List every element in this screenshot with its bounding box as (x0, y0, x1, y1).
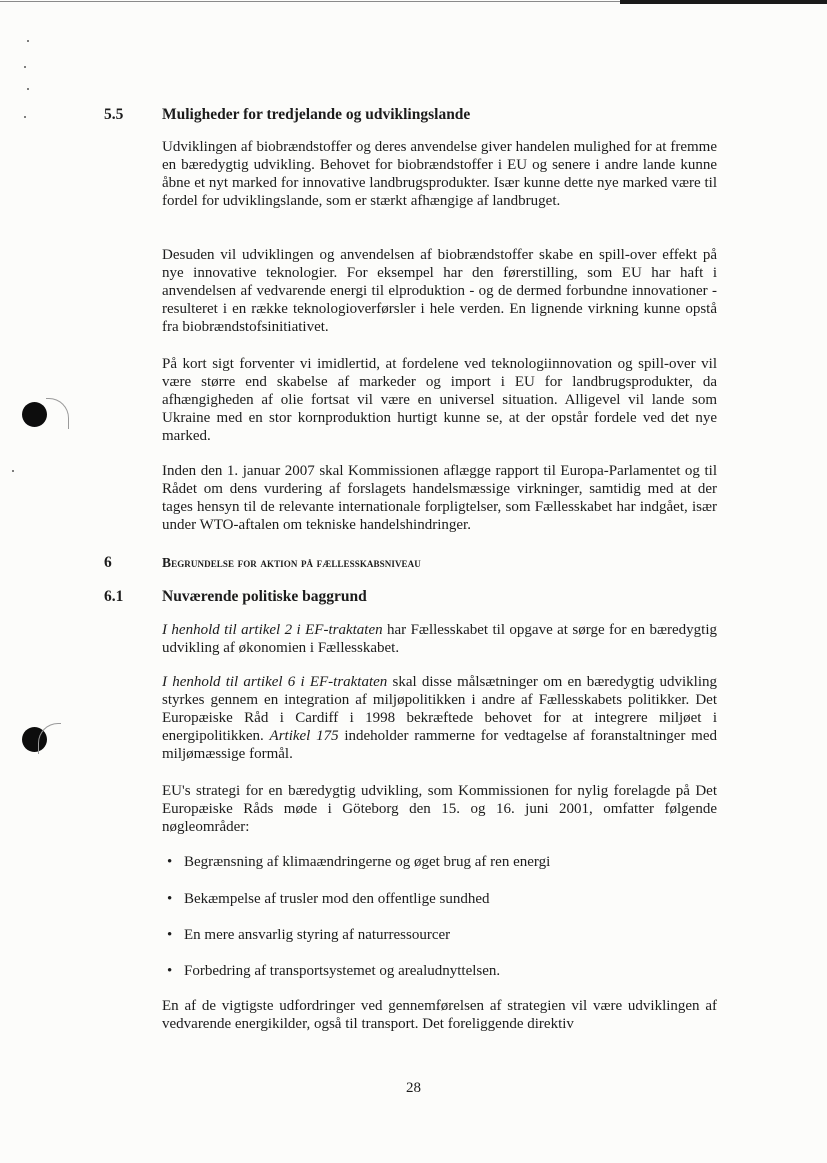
section-number: 6 (104, 554, 112, 571)
bullet-icon: • (167, 891, 173, 907)
paragraph: En af de vigtigste udfordringer ved gennemførelsen af strategien vil være udviklingen af vedvarende energikilder, også til transport. Det foreliggende direktiv (162, 998, 717, 1033)
section-heading: Begrundelse for aktion på fællesskabsniveau (162, 555, 421, 570)
paragraph: EU's strategi for en bæredygtig udvikling, som Kommissionen for nylig forelagde på Det Europæiske Råds møde i Göteborg den 15. og 16. juni 2001, omfatter følgende nøgleområder: (162, 783, 717, 836)
section-number: 5.5 (104, 106, 124, 123)
bullet-icon: • (167, 963, 173, 979)
punch-hole-shadow (46, 398, 69, 429)
scan-speck (27, 88, 29, 90)
scan-speck (12, 470, 14, 472)
scan-top-border (0, 0, 827, 5)
section-heading: Muligheder for tredjelande og udviklingslande (162, 106, 471, 123)
paragraph: Desuden vil udviklingen og anvendelsen af biobrændstoffer skabe en spill-over effekt på nye innovative teknologier. For eksempel har den førerstilling, som EU har haft i anvendelsen af vedvarende energi til elproduktion - og de dermed forbundne innovationer - resulteret i en række teknologioverførsler i hele verden. En lignende virkning kunne opstå fra biobrændstofsinitiativet. (162, 247, 717, 336)
treaty-reference: I henhold til artikel 6 i EF-traktaten (162, 674, 388, 690)
paragraph-text: indeholder rammerne for vedtagelse af foranstaltninger med miljømæssige formål. (162, 728, 717, 763)
paragraph: På kort sigt forventer vi imidlertid, at fordelene ved teknologiinnovation og spill-over vil være større end skabelse af markeder og import i EU for landbrugsprodukter, da afhængigheden af olie fortsat vil være en universel situation. Alligevel vil lande som Ukraine med en stor kornproduktion hurtigt kunne se, at der opstår fordele ved det nye marked. (162, 356, 717, 445)
bullet-icon: • (167, 854, 173, 870)
section-heading: Nuværende politiske baggrund (162, 588, 367, 605)
article-reference: Artikel 175 (269, 728, 339, 745)
list-item-text: Begrænsning af klimaændringerne og øget brug af ren energi (184, 854, 551, 870)
paragraph (162, 621, 717, 657)
paragraph: Inden den 1. januar 2007 skal Kommissionen aflægge rapport til Europa-Parlamentet og til Rådet om dens vurdering af forslagets handelsmæssige virkninger, samtidig med at der tages hensyn til de relevante internationale forpligtelser, som Fællesskabet har indgået, især under WTO-aftalen om tekniske handelshindringer. (162, 463, 717, 534)
scan-speck (27, 40, 29, 42)
section-number: 6.1 (104, 588, 124, 605)
bullet-icon: • (167, 927, 173, 943)
paragraph: Udviklingen af biobrændstoffer og deres anvendelse giver handelen mulighed for at fremme en bæredygtig udvikling. Behovet for biobrændstoffer i EU og senere i andre lande kunne åbne et nyt marked for innovative landbrugsprodukter. Især kunne dette nye marked være til fordel for udviklingslande, som er stærkt afhængige af landbruget. (162, 139, 717, 210)
scan-speck (24, 66, 26, 68)
paragraph-text: skal disse målsætninger om en bæredygtig udvikling styrkes gennem en integration af miljøpolitikken i andre af Fællesskabets politikker. Det Europæiske Råd i Cardiff i 1998 bekræftede behovet for at integrere miljøet i energipolitikken. (162, 674, 717, 745)
scan-speck (24, 116, 26, 118)
punch-hole (22, 402, 47, 427)
paragraph-text: har Fællesskabet til opgave at sørge for en bæredygtig udvikling af økonomien i Fællesskabet. (162, 622, 717, 657)
list-item-text: Bekæmpelse af trusler mod den offentlige sundhed (184, 891, 490, 907)
paragraph (162, 673, 717, 763)
page-number: 28 (406, 1080, 421, 1096)
treaty-reference: I henhold til artikel 2 i EF-traktaten (162, 622, 383, 638)
list-item-text: Forbedring af transportsystemet og arealudnyttelsen. (184, 963, 501, 979)
list-item-text: En mere ansvarlig styring af naturressourcer (184, 927, 451, 943)
punch-hole-shadow (38, 723, 61, 754)
